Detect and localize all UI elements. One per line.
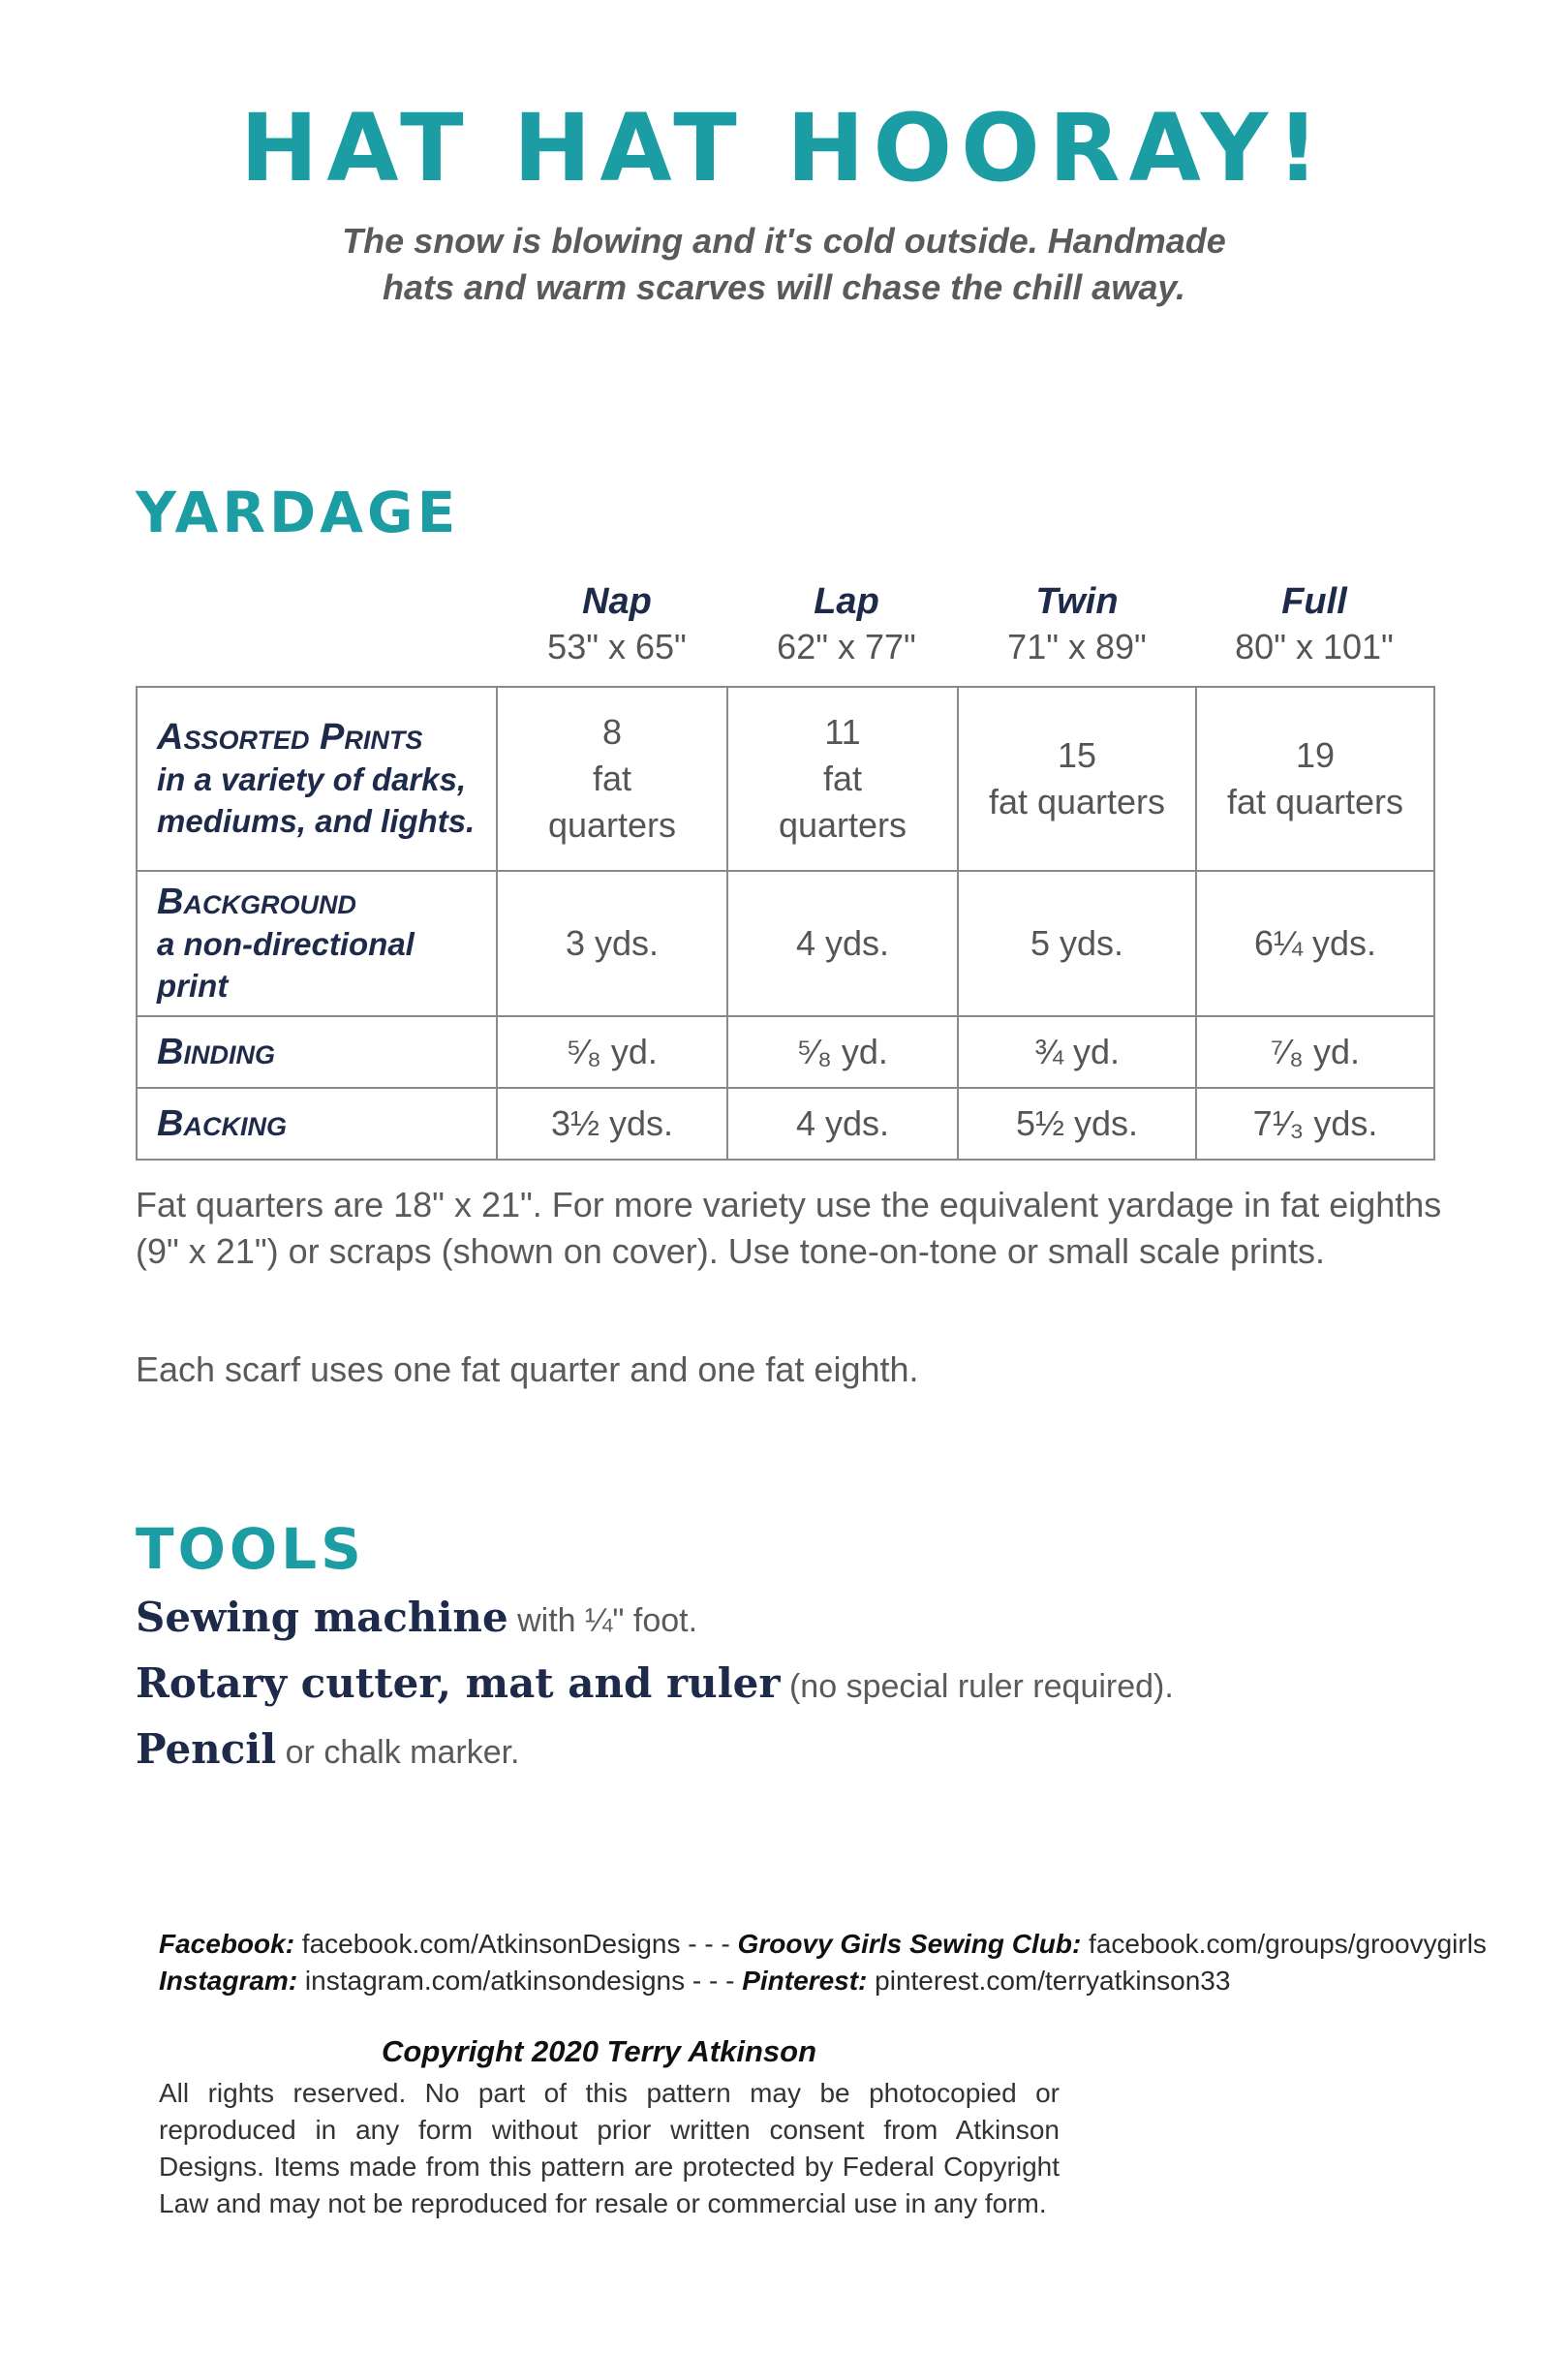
cell-line: quarters	[547, 805, 677, 845]
club-label: Groovy Girls Sewing Club:	[737, 1929, 1082, 1959]
column-size: 80" x 101"	[1235, 627, 1394, 666]
table-cell: 3½ yds.	[497, 1088, 727, 1160]
table-cell: 6¼ yds.	[1196, 871, 1434, 1016]
subtitle-line-1: The snow is blowing and it's cold outside. Handmade	[342, 221, 1226, 261]
yardage-note: Fat quarters are 18" x 21". For more variety use the equivalent yardage in fat eighths (9" x 21") or scraps (shown on cover). Use tone-on-tone or small scale prints.	[136, 1185, 1442, 1271]
tool-item-rotary-cutter	[136, 1655, 1174, 1716]
column-size: 71" x 89"	[1007, 627, 1147, 666]
column-name: Lap	[814, 581, 879, 622]
tool-name: Rotary cutter, mat and ruler	[136, 1659, 781, 1707]
instagram-label: Instagram:	[159, 1966, 298, 1996]
tool-detail: with ¼" foot.	[507, 1602, 698, 1639]
cell-line: 11	[824, 712, 861, 752]
table-cell: ¾ yd.	[958, 1016, 1196, 1088]
tool-item-sewing-machine	[136, 1589, 697, 1650]
row-subtitle: print	[157, 968, 229, 1004]
instagram-link[interactable]: instagram.com/atkinsondesigns - - -	[297, 1966, 743, 1996]
row-header	[137, 1016, 497, 1088]
column-name: Full	[1281, 581, 1347, 622]
copyright-title: Copyright 2020 Terry Atkinson	[382, 2034, 817, 2068]
social-links	[159, 1926, 1487, 1999]
tool-name: Pencil	[136, 1725, 277, 1773]
tools-heading: TOOLS	[136, 1516, 365, 1582]
row-title: Backing	[157, 1103, 287, 1144]
table-cell	[497, 687, 727, 871]
row-title: Binding	[157, 1032, 275, 1072]
social-line-2	[159, 1963, 1487, 1999]
column-header-full	[1199, 578, 1430, 669]
facebook-label: Facebook:	[159, 1929, 295, 1959]
table-row-assorted-prints	[137, 687, 1434, 871]
row-title: Background	[157, 882, 356, 922]
yardage-table	[136, 686, 1435, 1161]
facebook-link[interactable]: facebook.com/AtkinsonDesigns - - -	[294, 1929, 738, 1959]
table-cell	[1196, 687, 1434, 871]
table-cell: 5½ yds.	[958, 1088, 1196, 1160]
row-header	[137, 871, 497, 1016]
club-link[interactable]: facebook.com/groups/groovygirls	[1081, 1929, 1487, 1959]
pinterest-label: Pinterest:	[742, 1966, 868, 1996]
column-header-twin	[962, 578, 1192, 669]
cell-line: fat	[822, 759, 863, 798]
cell-line: 19	[1295, 735, 1336, 775]
social-line-1	[159, 1926, 1487, 1963]
row-title: Assorted Prints	[157, 717, 423, 758]
tool-item-pencil	[136, 1720, 520, 1781]
column-header-lap	[731, 578, 962, 669]
table-cell: 4 yds.	[727, 871, 958, 1016]
table-cell: ⁵⁄₈ yd.	[727, 1016, 958, 1088]
pinterest-link[interactable]: pinterest.com/terryatkinson33	[867, 1966, 1231, 1996]
cell-line: fat quarters	[1226, 782, 1404, 821]
tool-detail: or chalk marker.	[276, 1734, 520, 1771]
row-subtitle: mediums, and lights.	[157, 803, 476, 839]
table-cell: 7¹⁄₃ yds.	[1196, 1088, 1434, 1160]
column-size: 53" x 65"	[547, 627, 687, 666]
cell-line: 15	[1057, 735, 1097, 775]
row-subtitle: in a variety of darks,	[157, 761, 467, 797]
table-cell	[727, 687, 958, 871]
row-subtitle: a non-directional	[157, 926, 415, 962]
table-cell: ⁵⁄₈ yd.	[497, 1016, 727, 1088]
subtitle-line-2: hats and warm scarves will chase the chill away.	[382, 267, 1186, 307]
row-header	[137, 1088, 497, 1160]
tool-name: Sewing machine	[136, 1594, 508, 1641]
copyright-text: All rights reserved. No part of this pattern may be photocopied or reproduced in any form without prior written consent from Atkinson Designs. Items made from this pattern are protected by Federal Copyright Law and may not be reproduced for resale or commercial use in any form.	[159, 2078, 1060, 2218]
column-header-nap	[502, 578, 732, 669]
page-subtitle	[0, 218, 1568, 311]
table-cell: 4 yds.	[727, 1088, 958, 1160]
table-row-backing	[137, 1088, 1434, 1160]
table-cell: ⁷⁄₈ yd.	[1196, 1016, 1434, 1088]
table-row-binding	[137, 1016, 1434, 1088]
column-size: 62" x 77"	[777, 627, 916, 666]
yardage-heading: YARDAGE	[136, 480, 460, 545]
page-title: HAT HAT HOORAY!	[239, 94, 1329, 202]
cell-line: quarters	[778, 805, 907, 845]
scarf-note: Each scarf uses one fat quarter and one fat eighth.	[136, 1349, 919, 1389]
column-name: Nap	[582, 581, 652, 622]
column-name: Twin	[1035, 581, 1119, 622]
table-cell	[958, 687, 1196, 871]
table-cell: 3 yds.	[497, 871, 727, 1016]
table-cell: 5 yds.	[958, 871, 1196, 1016]
tool-detail: (no special ruler required).	[780, 1668, 1174, 1705]
table-row-background	[137, 871, 1434, 1016]
cell-line: fat	[592, 759, 632, 798]
cell-line: 8	[601, 712, 623, 752]
cell-line: fat quarters	[988, 782, 1166, 821]
row-header	[137, 687, 497, 871]
